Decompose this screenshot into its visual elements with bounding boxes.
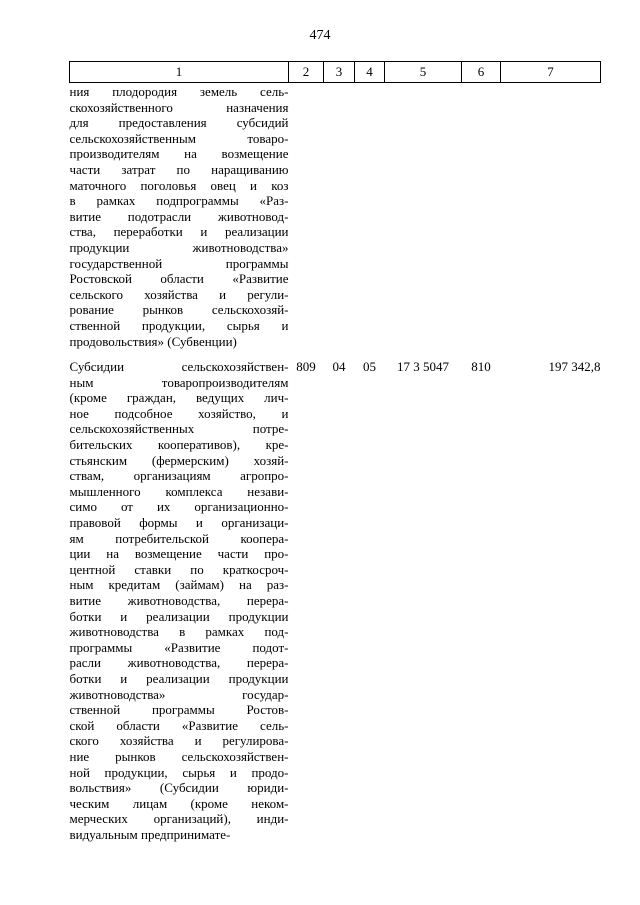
description-line: правовой формы и организаци- [69,515,289,531]
table-row [70,359,601,842]
row-description [70,83,289,360]
description-line: витие подотрасли животновод- [69,208,289,224]
description-line: продукции животноводства» [69,239,289,255]
cell-amount: 197 342,8 [548,359,601,375]
column-header-5: 5 [385,62,462,83]
table-row [70,83,601,360]
description-line: ботки и реализации продукции [69,608,289,624]
description-line: ской области «Развитие сель- [69,717,289,733]
cell-subsection [355,83,385,360]
row-description [70,359,289,842]
cell-expense-type: 810 [471,359,491,375]
description-line: ского хозяйства и регулирова- [69,733,289,749]
cell-ministry-code [289,83,324,360]
description-line: в рамках подпрограммы «Раз- [69,193,289,209]
description-line: ческим лицам (кроме неком- [69,795,289,811]
column-header-1: 1 [70,62,289,83]
column-header-2: 2 [289,62,324,83]
page-number: 474 [309,28,331,43]
description-line: сельскохозяйственных потре- [69,421,289,437]
column-header-6: 6 [462,62,501,83]
cell-section: 04 [332,359,346,375]
description-line: сельскохозяйственным товаро- [69,130,289,146]
column-header-7: 7 [501,62,601,83]
description-line: (кроме граждан, ведущих лич- [69,390,289,406]
description-line: Субсидии сельскохозяйствен- [69,359,289,375]
column-header-3: 3 [324,62,355,83]
cell-target-item: 17 3 5047 [397,359,449,375]
description-line: Ростовской области «Развитие [69,271,289,287]
description-line: для предоставления субсидий [69,115,289,131]
description-line: ствам, организациям агропро- [69,468,289,484]
description-line: ной продукции, сырья и продо- [69,764,289,780]
description-line: видуальным предпринимате- [69,826,231,842]
description-line: расли животноводства, перера- [69,655,289,671]
description-line: центной ставки по краткосроч- [69,561,289,577]
column-header-4: 4 [355,62,385,83]
description-line: ным кредитам (займам) на раз- [69,577,289,593]
budget-table [69,61,601,843]
description-line: ное подсобное хозяйство, и [69,405,289,421]
description-line: мерческих организаций), инди- [69,811,289,827]
description-line: ции на возмещение части про- [69,546,289,562]
description-line: части затрат по наращиванию [69,161,289,177]
cell-expense-type [462,83,501,360]
description-line: ям потребительской коопера- [69,530,289,546]
description-line: скохозяйственного назначения [69,99,289,115]
cell-subsection: 05 [363,359,376,375]
description-line: бительских кооперативов), кре- [69,437,289,453]
description-line: ственной продукции, сырья и [69,317,289,333]
description-line: витие животноводства, перера- [69,593,289,608]
description-line: симо от их организационно- [69,499,289,515]
description-line: ние рынков сельскохозяйствен- [69,748,289,764]
description-line: животноводства в рамках под- [69,624,289,640]
description-line: вольствия» (Субсидии юриди- [69,780,289,796]
description-line: программы «Развитие подот- [69,639,289,655]
description-line: производителям на возмещение [69,146,289,162]
description-line: ственной программы Ростов- [69,702,289,718]
description-line: ным товаропроизводителям [69,374,289,390]
description-line: ния плодородия земель сель- [69,84,289,99]
cell-section [324,83,355,360]
description-line: животноводства» государ- [69,686,289,702]
description-line: маточного поголовья овец и коз [69,177,289,193]
table-header-row [70,62,601,83]
cell-amount [501,83,601,360]
description-line: ства, переработки и реализации [69,224,289,240]
description-line: государственной программы [69,255,289,271]
description-line: стьянским (фермерским) хозяй- [69,452,289,468]
cell-ministry-code: 809 [296,359,316,375]
description-line: сельского хозяйства и регули- [69,286,289,302]
description-line: рование рынков сельскохозяй- [69,302,289,318]
description-line: мышленного комплекса незави- [69,483,289,499]
cell-target-item [385,83,462,360]
description-line: продовольствия» (Субвенции) [69,333,237,349]
description-line: ботки и реализации продукции [69,670,289,686]
